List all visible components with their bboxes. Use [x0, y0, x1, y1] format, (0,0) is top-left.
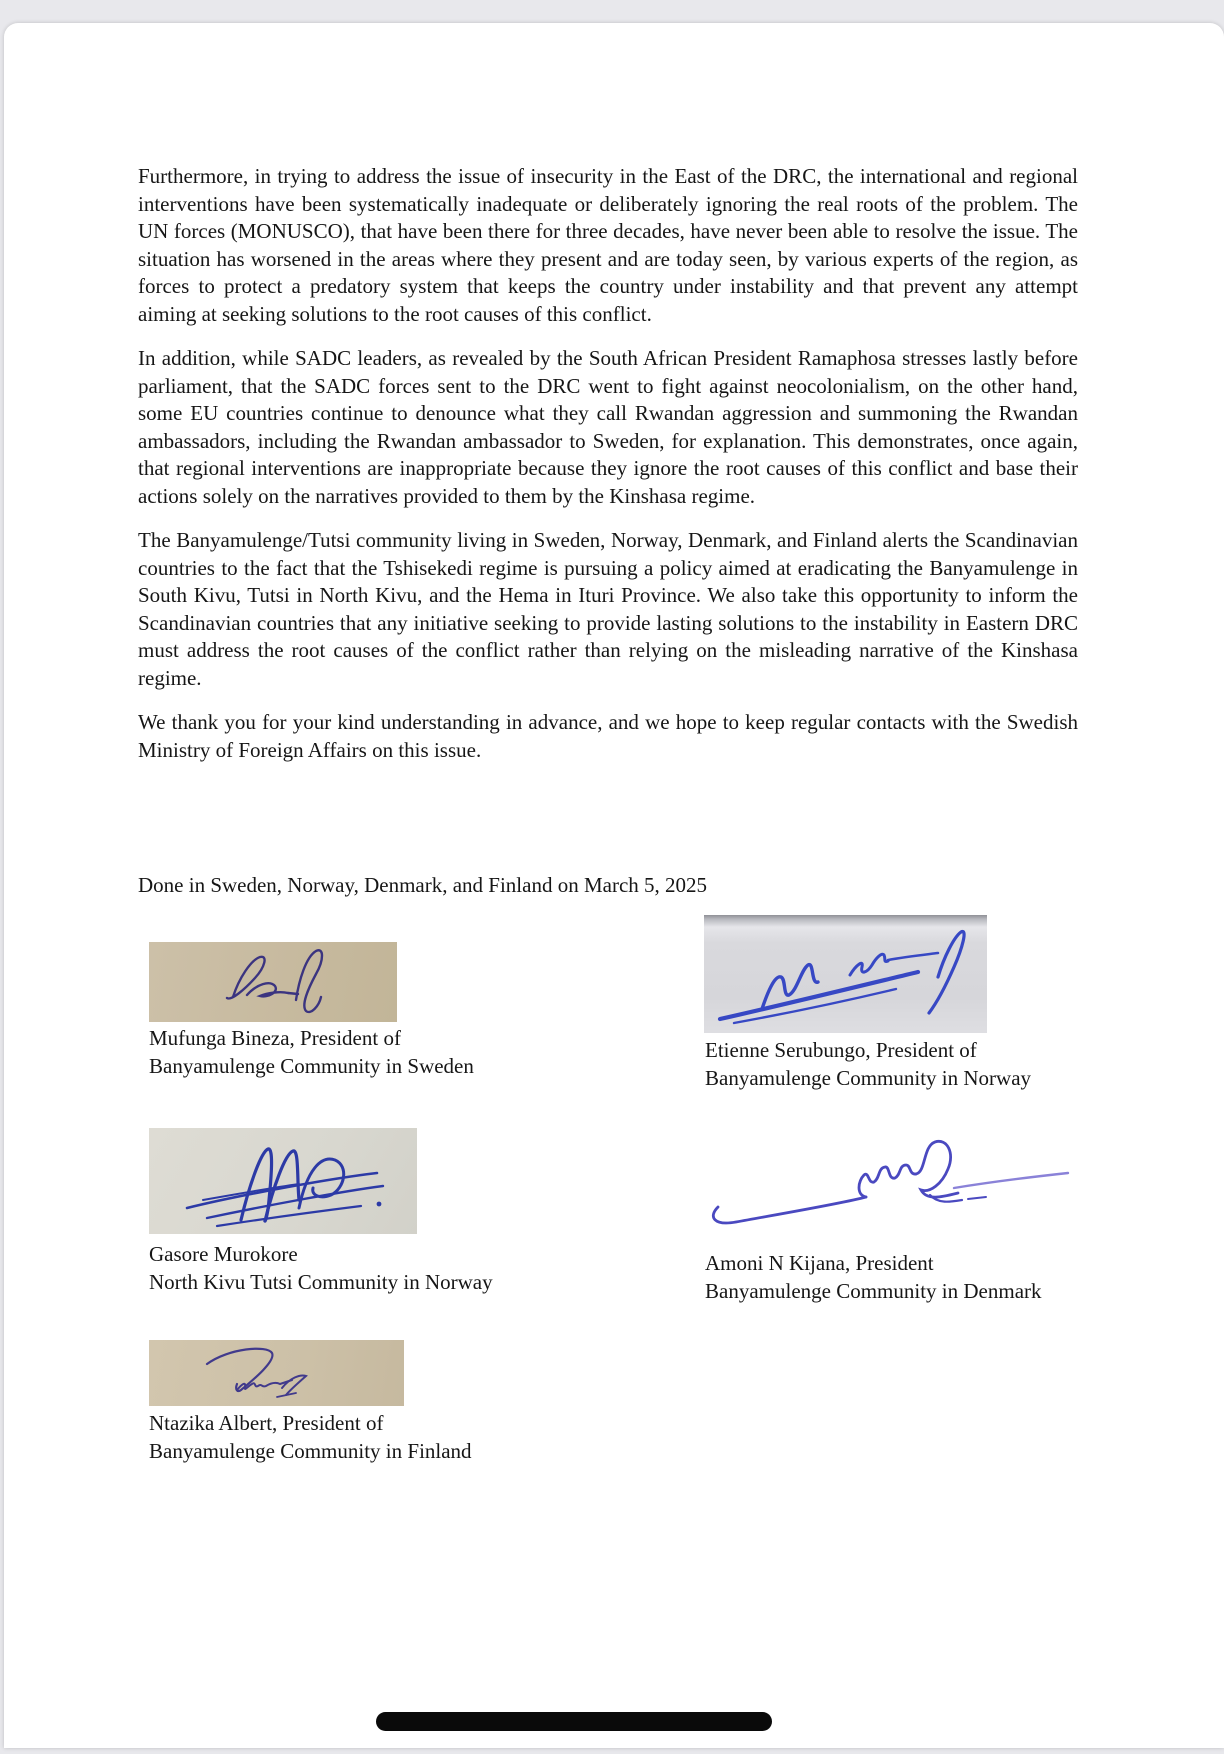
- signatory-org: North Kivu Tutsi Community in Norway: [149, 1269, 493, 1294]
- signatory-name: Amoni N Kijana, President: [705, 1251, 934, 1275]
- signatory-name: Ntazika Albert, President of: [149, 1411, 384, 1435]
- document-page: [4, 23, 1224, 1748]
- signature-gasore-ink: [149, 1128, 417, 1234]
- paragraph-insecurity: Furthermore, in trying to address the issue of insecurity in the East of the DRC, the international and regional interventions have been systematically inadequate or deliberately ignoring the real roots of the problem. The UN forces (MONUSCO), that have been there for three decades, have never been able to resolve the issue. The situation has worsened in the areas where they present and are today seen, by various experts of the region, as forces to protect a predatory system that keeps the country under instability and that prevent any attempt aiming at seeking solutions to the root causes of this conflict.: [138, 164, 1078, 326]
- signatory-name: Mufunga Bineza, President of: [149, 1026, 401, 1050]
- signature-etienne-ink: [704, 915, 987, 1033]
- signature-ntazika-ink: [149, 1340, 404, 1406]
- dateline: Done in Sweden, Norway, Denmark, and Finland on March 5, 2025: [138, 873, 708, 897]
- signature-photo-etienne: [704, 915, 987, 1033]
- signatory-org: Banyamulenge Community in Sweden: [149, 1053, 474, 1078]
- paragraph-thanks: We thank you for your kind understanding in advance, and we hope to keep regular contacts with the Swedish Ministry of Foreign Affairs on this issue.: [138, 710, 1078, 762]
- signature-photo-ntazika: [149, 1340, 404, 1406]
- signature-amoni-ink: [696, 1131, 1086, 1246]
- signatory-label-ntazika: [149, 1410, 472, 1465]
- signatory-label-gasore: [149, 1241, 493, 1296]
- signatory-name: Etienne Serubungo, President of: [705, 1038, 977, 1062]
- signatory-org: Banyamulenge Community in Denmark: [705, 1278, 1042, 1303]
- signatory-label-mufunga: [149, 1025, 474, 1080]
- signatory-org: Banyamulenge Community in Finland: [149, 1438, 472, 1463]
- paragraph-sadc: In addition, while SADC leaders, as revealed by the South African President Ramaphosa stresses lastly before parliament, that the SADC forces sent to the DRC went to fight against neocolonialism, on the other hand, some EU countries continue to denounce what they call Rwandan aggression and summoning the Rwandan ambassadors, including the Rwandan ambassador to Sweden, for explanation. This demonstrates, once again, that regional interventions are inappropriate because they ignore the root causes of this conflict and base their actions solely on the narratives provided to them by the Kinshasa regime.: [138, 346, 1078, 508]
- signature-photo-mufunga: [149, 942, 397, 1022]
- signatory-org: Banyamulenge Community in Norway: [705, 1065, 1032, 1090]
- signatory-name: Gasore Murokore: [149, 1242, 298, 1266]
- signature-photo-gasore: [149, 1128, 417, 1234]
- signature-mufunga-ink: [149, 942, 397, 1022]
- home-indicator[interactable]: [376, 1712, 772, 1731]
- paragraph-banyamulenge-alert: The Banyamulenge/Tutsi community living in Sweden, Norway, Denmark, and Finland alerts the Scandinavian countries to the fact that the Tshisekedi regime is pursuing a policy aimed at eradicating the Banyamulenge in South Kivu, Tutsi in North Kivu, and the Hema in Ituri Province. We also take this opportunity to inform the Scandinavian countries that any initiative seeking to provide lasting solutions to the instability in Eastern DRC must address the root causes of the conflict rather than relying on the misleading narrative of the Kinshasa regime.: [138, 528, 1078, 690]
- letter-body: [138, 163, 1078, 781]
- signatory-label-amoni: [705, 1250, 1042, 1305]
- signatory-label-etienne: [705, 1037, 1031, 1092]
